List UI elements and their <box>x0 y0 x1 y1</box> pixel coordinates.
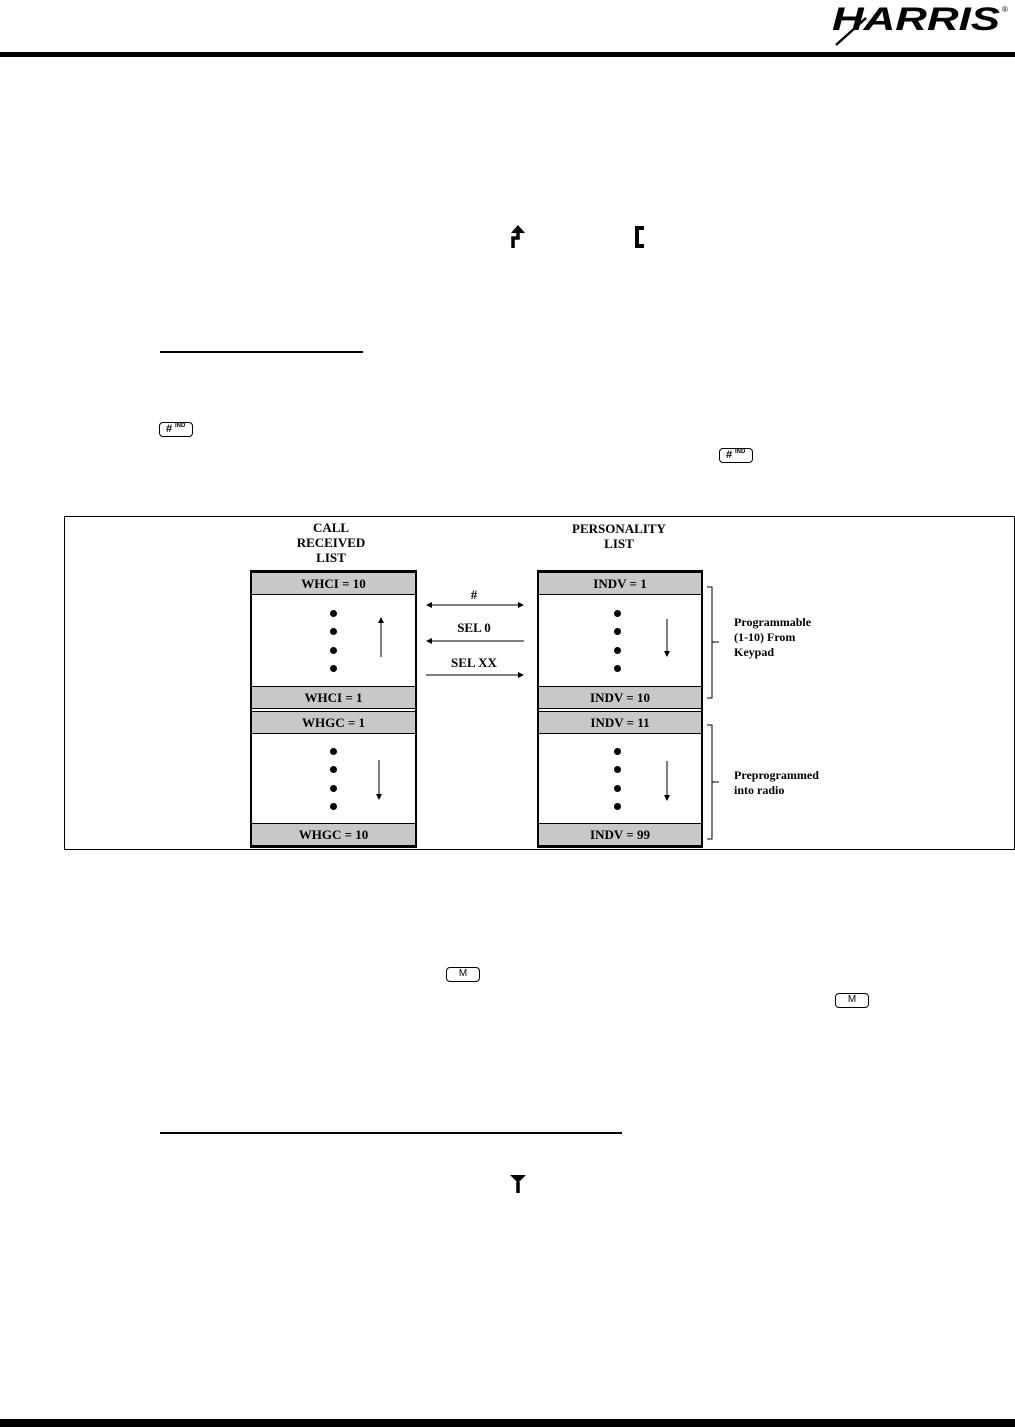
ellipsis-dot <box>614 628 621 635</box>
down-arrow-icon <box>662 760 672 802</box>
programmable-note: Programmable (1-10) From Keypad <box>734 615 812 659</box>
ellipsis-dot <box>614 785 621 792</box>
list-cell: WHCI = 1 <box>252 686 415 709</box>
ellipsis-dot <box>614 803 621 810</box>
ellipsis-dot <box>330 803 337 810</box>
list-cell: WHGC = 1 <box>252 711 415 734</box>
list-cell: INDV = 11 <box>539 711 701 734</box>
ellipsis-dot <box>330 665 337 672</box>
left-arrow-icon <box>425 636 525 646</box>
preprogrammed-brace <box>706 724 720 840</box>
list-cell: INDV = 1 <box>539 572 701 595</box>
ellipsis-dot <box>330 647 337 654</box>
hash-arrow-label: # <box>470 587 478 602</box>
ellipsis-dot <box>330 628 337 635</box>
antenna-icon <box>508 1173 528 1193</box>
bracket-icon <box>634 226 646 248</box>
right-arrow-icon <box>425 670 525 680</box>
personality-list-title: PERSONALITY LIST <box>572 521 666 551</box>
selxx-arrow-label: SEL XX <box>451 655 497 670</box>
up-arrow-icon <box>508 224 528 248</box>
up-arrow-icon <box>376 616 386 658</box>
double-arrow-icon <box>425 600 525 610</box>
ellipsis-dot <box>614 748 621 755</box>
ellipsis-dot <box>330 766 337 773</box>
ellipsis-dot <box>614 766 621 773</box>
call-received-list <box>250 570 417 848</box>
hash-ind-key-icon: # IND <box>719 448 753 463</box>
ellipsis-dot <box>614 610 621 617</box>
down-arrow-icon <box>662 618 672 658</box>
list-cell: INDV = 99 <box>539 823 701 846</box>
harris-logo-text: HARRIS <box>832 1 1001 37</box>
ellipsis-dot <box>330 785 337 792</box>
section-underline-2 <box>160 1132 622 1134</box>
ellipsis-dot <box>614 665 621 672</box>
list-cell: WHCI = 10 <box>252 572 415 595</box>
menu-key-icon: M <box>446 967 480 982</box>
list-cell: WHGC = 10 <box>252 823 415 846</box>
list-cell: INDV = 10 <box>539 686 701 709</box>
ellipsis-dot <box>614 647 621 654</box>
section-underline-1 <box>160 351 363 353</box>
call-list-diagram <box>64 516 1015 850</box>
preprogrammed-note: Preprogrammed into radio <box>734 768 819 797</box>
personality-list <box>537 570 703 848</box>
ellipsis-dot <box>330 748 337 755</box>
menu-key-icon: M <box>835 993 869 1008</box>
call-received-list-title: CALL RECEIVED LIST <box>296 520 366 565</box>
registered-mark: ® <box>1002 5 1008 14</box>
ellipsis-dot <box>330 610 337 617</box>
footer-rule <box>0 1419 1015 1427</box>
hash-ind-key-icon: # IND <box>159 422 193 437</box>
header-rule <box>0 52 1015 57</box>
down-arrow-icon <box>374 759 384 801</box>
programmable-brace <box>706 586 720 699</box>
harris-logo <box>826 0 1012 48</box>
sel0-arrow-label: SEL 0 <box>457 620 491 635</box>
